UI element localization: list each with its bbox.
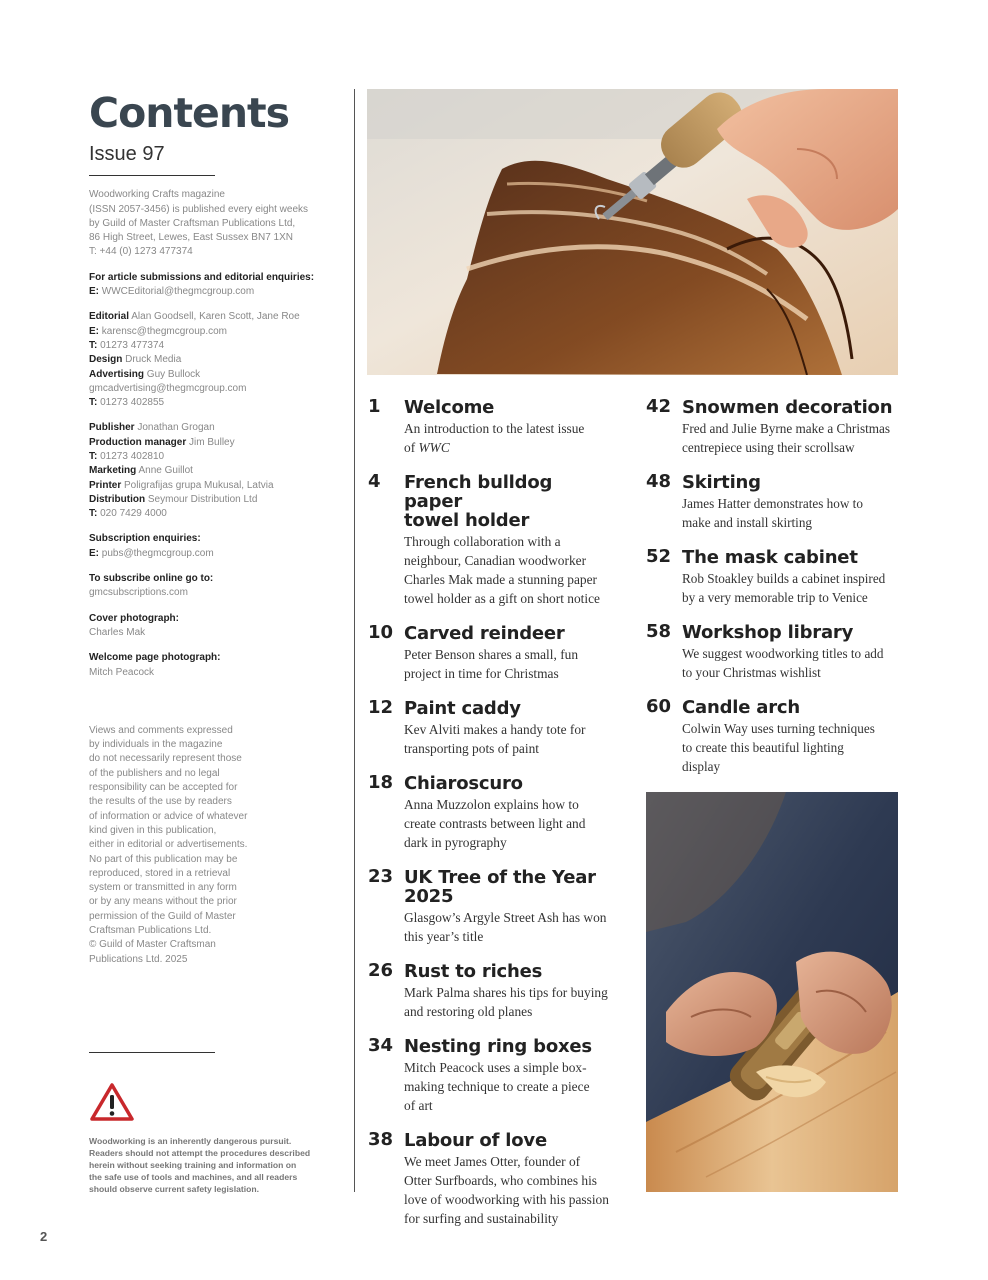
toc-title: Skirting — [682, 472, 761, 493]
issue-number: Issue 97 — [89, 143, 165, 166]
toc-description: Peter Benson shares a small, fun project in time for Christmas — [404, 647, 579, 681]
toc-title: Carved reindeer — [404, 623, 565, 644]
safety-notice: Woodworking is an inherently dangerous pursuit. Readers should not attempt the procedures described herein without seeking training and information on the safe use of tools and machines, and all readers should observe current safety legislation. — [89, 1136, 311, 1194]
page-title: Contents — [89, 89, 290, 137]
editorial-email: karensc@thegmcgroup.com — [101, 325, 227, 337]
toc-description: Rob Stoakley builds a cabinet inspired by a very memorable trip to Venice — [682, 571, 886, 605]
toc-title: The mask cabinet — [682, 547, 858, 568]
toc-description: Glasgow’s Argyle Street Ash has won this year’s title — [404, 910, 607, 944]
toc-description: We suggest woodworking titles to add to your Christmas wishlist — [682, 646, 884, 680]
toc-description: An introduction to the latest issue of WWC — [404, 421, 585, 455]
toc-description: James Hatter demonstrates how to make and install skirting — [682, 496, 863, 530]
masthead-info — [89, 188, 329, 680]
toc-description: We meet James Otter, founder of Otter Surfboards, who combines his love of woodworking with his passion for surfing and sustainability — [404, 1154, 609, 1226]
toc-description: Through collaboration with a neighbour, Canadian woodworker Charles Mak made a stunning paper towel holder as a gift on short notice — [404, 534, 600, 606]
toc-title: UK Tree of the Year 2025 — [404, 867, 596, 907]
toc-page-number: 48 — [646, 471, 672, 492]
toc-page-number: 1 — [368, 396, 381, 417]
title-rule — [89, 175, 215, 176]
toc-description: Mark Palma shares his tips for buying and restoring old planes — [404, 985, 608, 1019]
toc-title: French bulldog paper towel holder — [404, 472, 553, 531]
legal-disclaimer: Views and comments expressed by individuals in the magazine do not necessarily represent those of the publishers and no legal responsibility can be accepted for the results of the use by readers of information or advice of whatever kind given in this publication, either in editorial or advertisements. No part of this publication may be reproduced, stored in a retrieval system or transmitted in any form or by any means without the prior permission of the Guild of Master Craftsman Publications Ltd. © Guild of Master Craftsman Publications Ltd. 2025 — [89, 724, 248, 965]
toc-description: Anna Muzzolon explains how to create contrasts between light and dark in pyrography — [404, 797, 586, 850]
toc-entry[interactable] — [367, 622, 615, 683]
submissions-email: WWCEditorial@thegmcgroup.com — [101, 286, 255, 298]
subscription-block: Subscription enquiries: E: pubs@thegmcgroup.com — [89, 533, 214, 559]
publisher-intro: Woodworking Crafts magazine (ISSN 2057-3456) is published every eight weeks by Guild of Master Craftsman Publications Ltd, 86 High Street, Lewes, East Sussex BN7 1XN T: +44 (0) 1273 477374 — [89, 189, 309, 258]
toc-entry[interactable] — [645, 471, 893, 532]
subscription-email: pubs@thegmcgroup.com — [101, 547, 214, 559]
toc-title: Workshop library — [682, 622, 854, 643]
toc-title: Paint caddy — [404, 698, 521, 719]
subscribe-online-block: To subscribe online go to: gmcsubscriptions.com — [89, 573, 214, 599]
toc-column-right — [645, 396, 893, 790]
toc-description: Fred and Julie Byrne make a Christmas centrepiece using their scrollsaw — [682, 421, 891, 455]
toc-entry[interactable] — [367, 396, 615, 457]
toc-entry[interactable] — [645, 396, 893, 457]
toc-page-number: 42 — [646, 396, 672, 417]
toc-title: Snowmen decoration — [682, 397, 893, 418]
toc-page-number: 60 — [646, 696, 672, 717]
toc-entry[interactable] — [367, 471, 615, 608]
toc-description: Colwin Way uses turning techniques to create this beautiful lighting display — [682, 721, 875, 774]
toc-entry[interactable] — [645, 696, 893, 776]
toc-title: Nesting ring boxes — [404, 1036, 592, 1057]
toc-page-number: 52 — [646, 546, 672, 567]
toc-entry[interactable] — [367, 697, 615, 758]
toc-column-left — [367, 396, 615, 1242]
toc-page-number: 23 — [368, 866, 394, 887]
pyrography-photo — [367, 89, 898, 375]
submissions-block: For article submissions and editorial enquiries: E: WWCEditorial@thegmcgroup.com — [89, 271, 315, 298]
toc-page-number: 38 — [368, 1129, 394, 1150]
toc-description: Mitch Peacock uses a simple box- making technique to create a piece of art — [404, 1060, 590, 1113]
subscribe-url: gmcsubscriptions.com — [89, 587, 188, 599]
publishing-block: Publisher Jonathan Grogan Production manager Jim Bulley T: 01273 402810 Marketing Anne Guillot Printer Poligrafijas grupa Mukusal, Latvia Distribution Seymour Distribution Ltd T: 020 7429 4000 — [89, 422, 274, 520]
toc-entry[interactable] — [645, 546, 893, 607]
toc-entry[interactable] — [367, 1129, 615, 1228]
toc-title: Chiaroscuro — [404, 773, 523, 794]
footer-rule — [89, 1052, 215, 1053]
warning-triangle-icon — [89, 1082, 135, 1122]
toc-title: Welcome — [404, 397, 495, 418]
cover-photo-credit: Cover photograph: Charles Mak — [89, 612, 179, 638]
toc-page-number: 26 — [368, 960, 394, 981]
welcome-photo-credit: Welcome page photograph: Mitch Peacock — [89, 652, 221, 678]
toc-page-number: 10 — [368, 622, 394, 643]
masthead-column — [89, 88, 329, 967]
toc-page-number: 4 — [368, 471, 381, 492]
toc-entry[interactable] — [367, 960, 615, 1021]
column-divider — [354, 89, 355, 1192]
page-number: 2 — [40, 1229, 48, 1244]
toc-title: Labour of love — [404, 1130, 547, 1151]
advertising-email: gmcadvertising@thegmcgroup.com — [89, 382, 247, 394]
toc-entry[interactable] — [645, 621, 893, 682]
toc-page-number: 18 — [368, 772, 394, 793]
toc-title: Candle arch — [682, 697, 801, 718]
toc-title: Rust to riches — [404, 961, 543, 982]
plane-photo — [646, 792, 898, 1192]
toc-description: Kev Alviti makes a handy tote for transporting pots of paint — [404, 722, 586, 756]
toc-entry[interactable] — [367, 866, 615, 946]
toc-entry[interactable] — [367, 1035, 615, 1115]
toc-page-number: 58 — [646, 621, 672, 642]
toc-entry[interactable] — [367, 772, 615, 852]
toc-page-number: 34 — [368, 1035, 394, 1056]
editorial-block: Editorial Alan Goodsell, Karen Scott, Jane Roe E: karensc@thegmcgroup.com T: 01273 477374 Design Druck Media Advertising Guy Bullock gmcadvertising@thegmcgroup.com T: 01273 402855 — [89, 311, 300, 409]
toc-page-number: 12 — [368, 697, 394, 718]
